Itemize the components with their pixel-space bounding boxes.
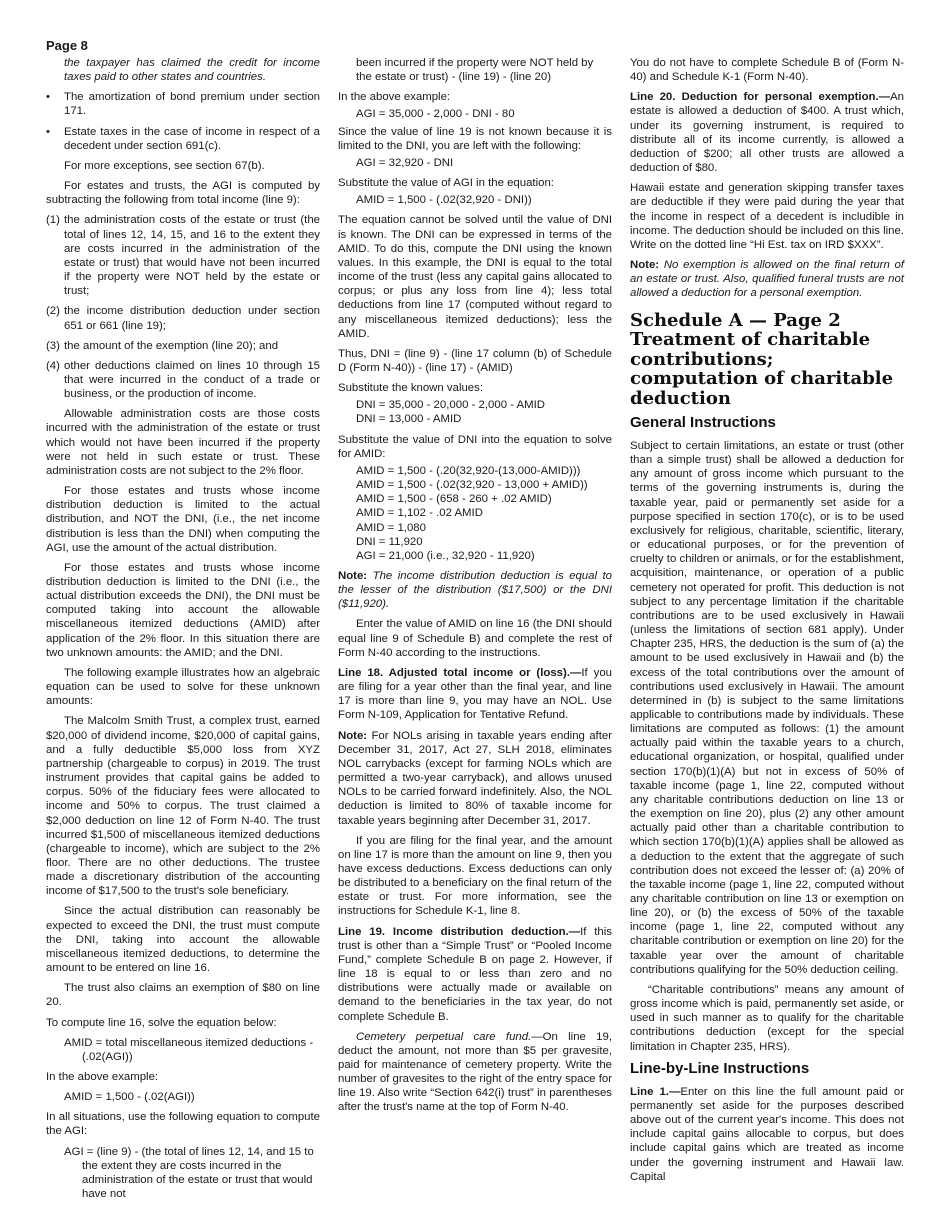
equation: AMID = total miscellaneous itemized deductions - (.02(AGI)) [64, 1036, 314, 1063]
line-20-instructions [630, 90, 904, 175]
paragraph: Enter the value of AMID on line 16 (the DNI should equal line 9 of Schedule B) and complete the rest of Form N-40 according to the instructions. [338, 618, 612, 659]
section-heading: Line 18. Adjusted total income or (loss).— [338, 666, 582, 679]
paragraph: For those estates and trusts whose income distribution deduction is limited to the actual distribution, and NOT the DNI, (i.e., the net income distribution is less than the DNI) when computing the AGI, use the amount of the actual distribution. [46, 485, 320, 554]
item-number: (3) [46, 339, 60, 352]
item-text: other deductions claimed on lines 10 through 15 that were incurred in the conduct of a trade or business, or the production of income. [64, 359, 320, 401]
bullet-marker: • [46, 125, 50, 138]
bullet-item [46, 90, 320, 118]
equation-block [338, 398, 612, 426]
paragraph: Allowable administration costs are those costs incurred with the administration of the estate or trust which would not have been incurred if the property were not held in such estate or trust. These administration costs are not subject to the 2% floor. [46, 408, 320, 477]
general-instructions-heading: General Instructions [630, 414, 776, 431]
equation: AGI = 32,920 - DNI [356, 156, 454, 169]
run-in-heading: Cemetery perpetual care fund.— [356, 1030, 543, 1043]
equation: AMID = 1,500 - (.02(32,920 - 13,000 + AMID)) [356, 479, 588, 492]
equation: been incurred if the property were NOT held by the estate or trust) - (line 19) - (line 20) [356, 57, 594, 84]
note-label: Note: [630, 259, 660, 272]
paragraph: For estates and trusts, the AGI is computed by subtracting the following from total income (line 9): [46, 180, 320, 207]
bullet-marker: • [46, 91, 50, 104]
item-number: (1) [46, 214, 60, 227]
paragraph: For more exceptions, see section 67(b). [64, 159, 265, 172]
equation: DNI = 11,920 [356, 535, 423, 548]
section-heading: Line 19. Income distribution deduction.— [338, 925, 581, 938]
equation: DNI = 35,000 - 20,000 - 2,000 - AMID [356, 399, 545, 412]
line-18-instructions [338, 666, 612, 723]
paragraph: You do not have to complete Schedule B of (Form N-40) and Schedule K-1 (Form N-40). [630, 57, 904, 84]
paragraph: Hawaii estate and generation skipping transfer taxes are deductible if they were paid during the year that the income in respect of a decedent is includible in income. The deduction should be included on this line. Write on the dotted line “Hi Est. tax on IRD $XXX”. [630, 182, 904, 251]
numbered-item [46, 304, 320, 332]
paragraph: The Malcolm Smith Trust, a complex trust, earned $20,000 of dividend income, $20,000 of capital gains, and a fully deductible $5,000 loss from XYZ partnership (chargeable to corpus) in 2019. The trust instrument provides that capital gains be added to corpus. 50% of the fiduciary fees were allocated to income and 50% to corpus. The trust claimed a $2,000 deduction on line 12 of Form N-40. The trust incurred $1,500 of miscellaneous itemized deductions (chargeable to income), which are subject to the 2% floor. There are no other deductions. The trustee made a discretionary distribution of the accounting income of $17,500 to the trust's sole beneficiary. [46, 715, 320, 898]
paragraph: Substitute the value of AGI in the equation: [338, 177, 554, 190]
item-number: (2) [46, 305, 60, 318]
column-2 [338, 56, 612, 1121]
equation: AMID = 1,500 - (.02(32,920 - DNI)) [356, 194, 532, 207]
section-text: An estate is allowed a deduction of $400. A trust which, under its governing instrument, is required to distribute all of its income currently, is allowed a deduction of $200; all other trusts are allowed a deduction of $80. [630, 91, 904, 175]
equation: AGI = 21,000 (i.e., 32,920 - 11,920) [356, 549, 535, 562]
paragraph: For those estates and trusts whose income distribution deduction is limited to the DNI (i.e., the actual distribution exceeds the DNI), the DNI must be computed taking into account the allowable miscellaneous itemized deductions (AMID) after application of the 2% floor. In this situation there are two unknown amounts: the AMID; and the DNI. [46, 561, 320, 659]
item-text: the amount of the exemption (line 20); and [64, 339, 279, 352]
section-text: If this trust is other than a “Simple Trust” or “Pooled Income Fund,” complete Schedule B on page 2. However, if line 18 is equal to or less than zero and no distributions were actually made or available on demand to the beneficiaries in the tax year, do not complete Schedule B. [338, 925, 612, 1023]
section-text: Enter on this line the full amount paid or permanently set aside for the purposes described above out of the current year's income. This does not include capital gains allocable to corpus, but does include capital gains which are treated as income under the governing instrument and Hawaii law. Capital [630, 1085, 904, 1183]
numbered-item [46, 339, 320, 353]
paragraph: Substitute the value of DNI into the equation to solve for AMID: [338, 433, 612, 460]
paragraph: The equation cannot be solved until the value of DNI is known. The DNI can be expressed in terms of the AMID. To do this, compute the DNI using the known values. In this example, the DNI is equal to the total income of the trust (less any capital gains allocated to corpus; or plus any loss from line 4); less total deductions from line 17 (computed without regard to any miscellaneous itemized deductions); less the AMID. [338, 214, 612, 340]
equation: AMID = 1,500 - (658 - 260 + .02 AMID) [356, 493, 552, 506]
line-19-instructions [338, 925, 612, 1024]
paragraph: “Charitable contributions” means any amount of gross income which is paid, permanently set aside, or used in such manner as to qualify for the charitable contributions deduction (except for the special limitation in Chapter 235, HRS). [630, 983, 904, 1053]
paragraph: Since the value of line 19 is not known because it is limited to the DNI, you are left with the following: [338, 125, 612, 152]
line-by-line-heading: Line-by-Line Instructions [630, 1059, 810, 1077]
equation: AMID = 1,500 - (.20(32,920-(13,000-AMID))) [356, 464, 581, 477]
column-1 [46, 56, 320, 1207]
numbered-item [46, 213, 320, 298]
equation-block [338, 464, 612, 563]
equation: AGI = 35,000 - 2,000 - DNI - 80 [356, 108, 515, 121]
paragraph: To compute line 16, solve the equation below: [46, 1016, 277, 1029]
schedule-a-heading: Schedule A — Page 2 Treatment of charitable contributions; computation of charitable deduction [630, 309, 894, 409]
paragraph: In all situations, use the following equation to compute the AGI: [46, 1111, 320, 1138]
paragraph: Substitute the known values: [338, 382, 484, 395]
section-text: On line 19, deduct the amount, not more than $5 per gravesite, paid for maintenance of cemetery property. Write the number of gravesites to the right of the entry space for line 19. Also write “Section 642(i) trust” in parentheses after the trust's name at the top of Form N-40. [338, 1030, 613, 1114]
item-number: (4) [46, 359, 60, 372]
paragraph: the taxpayer has claimed the credit for income taxes paid to other states and countries. [64, 57, 320, 84]
paragraph: In the above example: [338, 91, 451, 104]
line-1-instructions [630, 1085, 904, 1184]
item-text: the income distribution deduction under section 651 or 661 (line 19); [64, 305, 320, 332]
note-text: The income distribution deduction is equal to the lesser of the distribution ($17,500) or the DNI ($11,920). [338, 570, 612, 611]
bullet-item [46, 125, 320, 153]
column-3 [630, 56, 904, 1190]
paragraph: Thus, DNI = (line 9) - (line 17 column (b) of Schedule D (Form N-40)) - (line 17) - (AMID) [338, 347, 612, 374]
equation: AMID = 1,080 [356, 521, 426, 534]
paragraph: In the above example: [46, 1071, 159, 1083]
paragraph: Since the actual distribution can reasonably be expected to exceed the DNI, the trust must compute the DNI, taking into account the allowable miscellaneous itemized deductions, to determine the amount to be entered on line 16. [46, 905, 320, 975]
note [630, 258, 904, 300]
page-number: Page 8 [46, 38, 88, 53]
equation: AGI = (line 9) - (the total of lines 12, 14, and 15 to the extent they are costs incurred in the administration of the estate or trust that would have not [64, 1145, 314, 1201]
note-label: Note: [338, 729, 368, 742]
paragraph: Subject to certain limitations, an estate or trust (other than a simple trust) shall be allowed a deduction for any amount of gross income which pursuant to the terms of the governing instruments is, during the taxable year, paid or permanently set aside for a purpose specified in section 170(c), or is to be used exclusively for religious, charitable, scientific, literary, or educational purposes, or for the prevention of cruelty to children or animals, or for the establishment, acquisition, maintenance, or operation of a public cemetery not operated for profit. This deduction is not subject to any percentage limitation if the charitable contributions are to be used exclusively in Hawaii (unless the limitations of section 681 apply). Under Chapter 235, HRS, the deduction is the sum of (a) the amount to be used exclusively in Hawaii and (b) the excess of the total contributions over the amount of contributions used exclusively in Hawaii. The amount determined in (b) is subject to the same limitations applicable to contributions made by individuals. These limitations are computed as follows: (1) the amount actually paid within the taxable years to a church, educational organization, or hospital, qualified under section 170(b)(1)(A) but not in excess of 50% of taxable income (page 1, line 22, computed without any charitable contributions deduction on line 13 or the exemption on line 20), plus (2) any other amount actually paid other than a charitable contribution to which section 170(b)(1)(A) applies shall be allowed as a deduction to the extent that the aggregate of such contribution does not exceed the lesser of: (a) 20% of the taxable income (page 1, line 22, computed without any charitable contribution on line 13 or exemption on line 20), or (b) the excess of 50% of the taxable income (page 1, line 22, computed without any charitable contribution or exemption on line 20) for the taxable year over the amount of charitable contributions qualifying for the 50% deduction ceiling. [630, 440, 904, 976]
bullet-text: The amortization of bond premium under section 171. [64, 91, 320, 118]
paragraph: If you are filing for the final year, and the amount on line 17 is more than the amount on line 9, then you have excess deductions. Excess deductions can only be distributed to a beneficiary on the final return of the estate or trust. For more information, see the instructions for Schedule K-1, line 8. [338, 834, 612, 918]
note [338, 569, 612, 611]
paragraph: The trust also claims an exemption of $80 on line 20. [46, 982, 320, 1009]
cemetery-fund-paragraph [338, 1030, 612, 1115]
numbered-item [46, 359, 320, 401]
section-heading: Line 1.— [630, 1085, 681, 1098]
paragraph: The following example illustrates how an algebraic equation can be used to solve for these unknown amounts: [46, 666, 320, 708]
item-text: the administration costs of the estate or trust (the total of lines 12, 14, 15, and 16 to the extent they are costs incurred in the administration of the estate or trust) that would have not been incurred if the property were NOT held by the estate or trust; [64, 214, 320, 298]
note [338, 729, 612, 828]
equation: DNI = 13,000 - AMID [356, 413, 462, 426]
note-text: No exemption is allowed on the final return of an estate or trust. Also, qualified funeral trusts are not allowed a deduction for a personal exemption. [630, 259, 904, 300]
note-text: For NOLs arising in taxable years ending after December 31, 2017, Act 27, SLH 2018, eliminates NOL carrybacks (except for farming NOLs which are permitted a two-year carryback), and allows unused NOLs to be carried forward indefinitely. Also, the NOL deduction is limited to 80% of taxable income for taxable years beginning after December 31, 2017. [338, 729, 612, 827]
bullet-text: Estate taxes in the case of income in respect of a decedent under section 691(c). [64, 125, 320, 152]
equation: AMID = 1,500 - (.02(AGI)) [64, 1091, 195, 1104]
section-heading: Line 20. Deduction for personal exemption.— [630, 91, 891, 104]
equation: AMID = 1,102 - .02 AMID [356, 507, 483, 520]
note-label: Note: [338, 570, 368, 582]
section-text: If you are filing for a year other than the final year, and line 17 is more than line 9, you may have an NOL. Use Form N-109, Application for Tentative Refund. [338, 666, 612, 722]
